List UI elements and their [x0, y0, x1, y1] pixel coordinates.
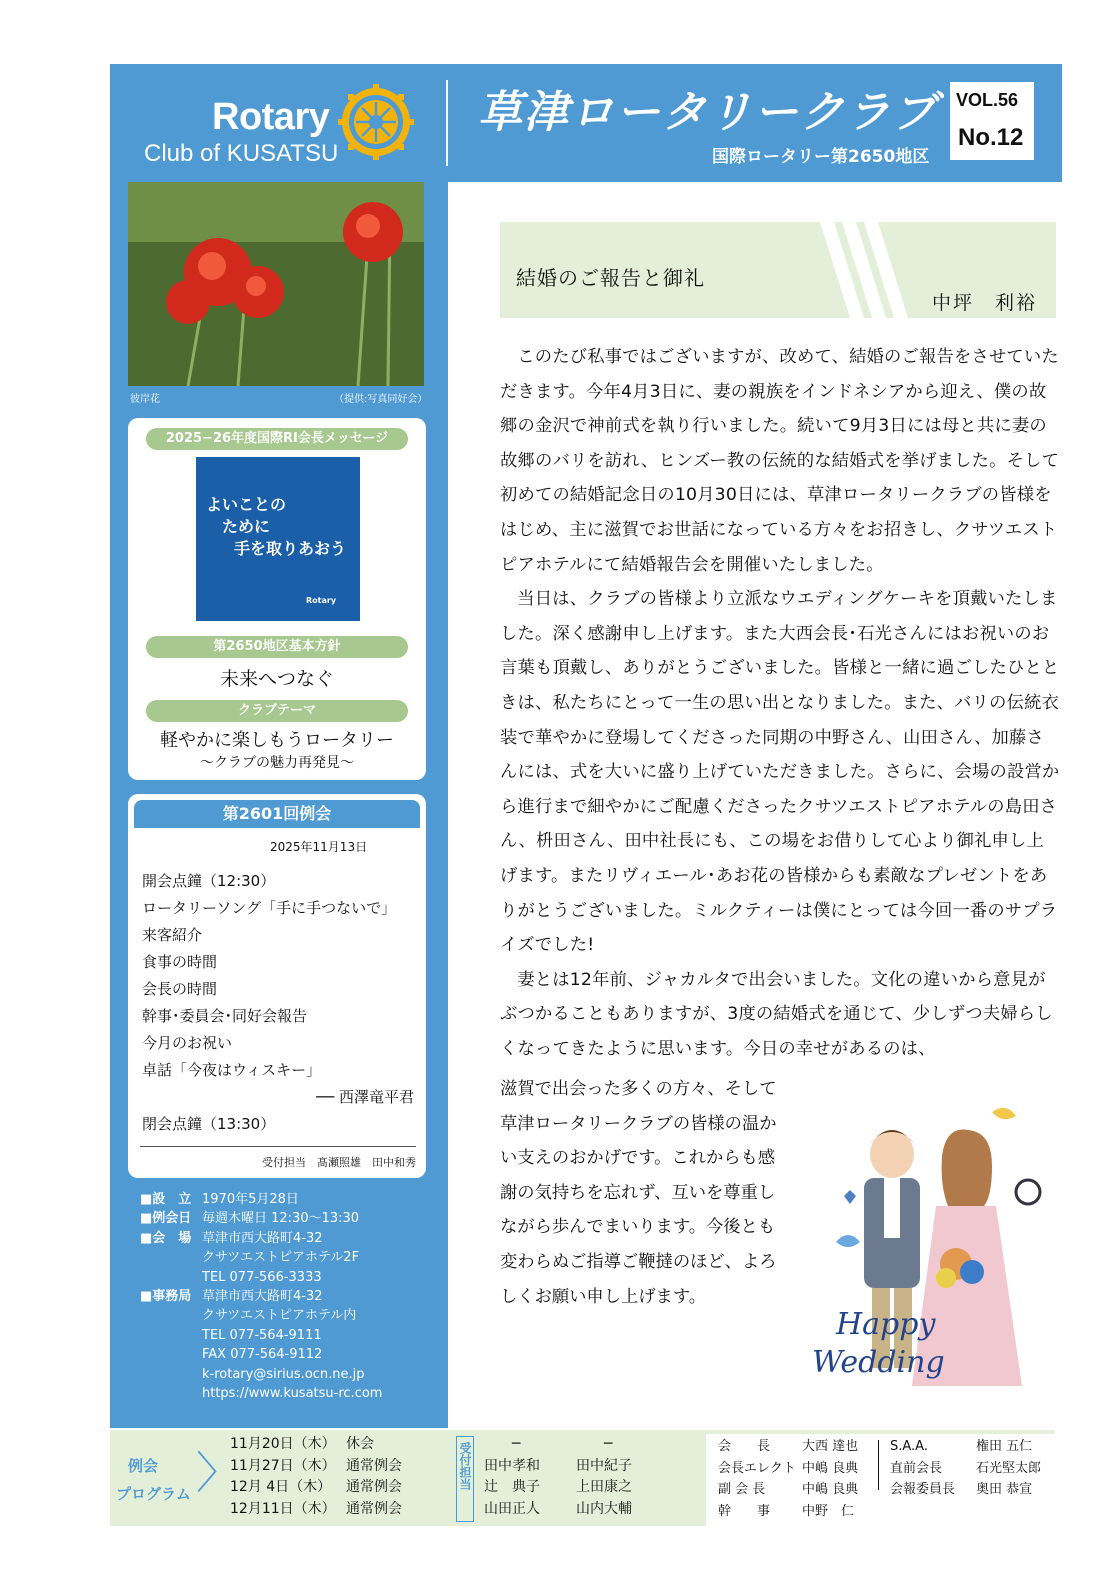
officers-list [718, 1436, 858, 1522]
info-label: ■例会日 [140, 1211, 192, 1227]
schedule-date: 11月20日（木） [230, 1436, 336, 1452]
reception-row [484, 1456, 632, 1478]
officer-row [718, 1501, 858, 1523]
reception-staff: 受付担当 髙瀬照雄 田中和秀 [262, 1156, 416, 1169]
officer-title: 会長エレクト [718, 1460, 796, 1476]
schedule-date: 11月27日（木） [230, 1457, 336, 1474]
article-paragraph: このたび私事ではございますが、改めて、結婚のご報告をさせていただきます。今年4月3日に、妻の親族をインドネシアから迎え、僕の故郷の金沢で神前式を執り行いました。続いて9月3日には母と共に妻の故郷のバリを訪れ、ヒンズー教の伝統的な結婚式を挙げました。そして初めての結婚記念日の10月30日には、草津ロータリークラブの皆様をはじめ、主に滋賀でお世話になっている方々をお招きし、クサツエストピアホテルにて結婚報告会を開催いたしました。 [500, 347, 1060, 575]
divider [140, 1146, 416, 1147]
ri-theme-line: よいことの [206, 495, 287, 514]
cover-photo [128, 182, 424, 386]
info-label: ■事務局 [140, 1289, 192, 1305]
speaker-name: ── 西澤竜平君 [316, 1088, 414, 1106]
district-policy: 未来へつなぐ [219, 668, 334, 690]
meeting-day: 毎週木曜日 12:30〜13:30 [202, 1211, 360, 1227]
program-label-line: 例会 [128, 1457, 159, 1475]
agenda-item: 幹事･委員会･同好会報告 [142, 1007, 308, 1025]
club-info [140, 1190, 440, 1403]
reception-name: 田中孝和 [484, 1457, 540, 1474]
info-label: ■設 立 [140, 1192, 192, 1207]
officer-name: 奥田 恭宣 [976, 1482, 1033, 1497]
agenda-item: 食事の時間 [142, 953, 218, 971]
book-rotary-logo: Rotary [306, 596, 337, 605]
venue-address: 草津市西大路町4-32 [202, 1230, 323, 1246]
officer-title: 会 長 [718, 1439, 771, 1454]
agenda-item: 卓話「今夜はウィスキー」 [142, 1061, 322, 1079]
agenda-item: 会長の時間 [142, 980, 218, 998]
reception-name: 田中紀子 [576, 1457, 632, 1474]
officer-row [718, 1479, 858, 1501]
article-paragraph: 当日は、クラブの皆様より立派なウエディングケーキを頂戴いたしました。深く感謝申し上げます。また大西会長･石光さんにはお祝いのお言葉も頂戴し、ありがとうございました。皆様と一緒に過ごしたひとときは、私たちにとって一生の思い出となりました。また、バリの伝統衣装で華やかに登場してくださった同期の中野さん、山田さん、加藤さんには、式を大いに盛り上げていただきました。さらに、会場の設営から進行まで細やかにご配慮くださったクサツエストピアホテルの島田さん、枡田さん、田中社長にも、この場をお借りして心より御礼申し上げます。またリヴィエール･あお花の皆様からも素敵なプレゼントをありがとうございました。ミルクティーは僕にとっては今回一番のサプライズでした! [500, 589, 1060, 956]
club-theme: 軽やかに楽しもうロータリー [160, 730, 394, 751]
officer-name: 大西 達也 [802, 1439, 859, 1454]
founded-date: 1970年5月28日 [202, 1192, 299, 1207]
issue-number: No.12 [958, 124, 1024, 151]
info-label: ■会 場 [140, 1230, 192, 1246]
schedule-row [230, 1456, 402, 1478]
venue-tel: TEL 077-566-3333 [202, 1269, 322, 1285]
venue-name: クサツエストピアホテル2F [202, 1250, 360, 1266]
club-theme-subtitle: 〜クラブの魅力再発見〜 [200, 755, 354, 771]
ri-message-label: 2025−26年度国際RI会長メッセージ [146, 428, 408, 450]
reception-roster [484, 1434, 632, 1520]
officer-name: 権田 五仁 [976, 1439, 1033, 1454]
reception-row [484, 1434, 632, 1456]
district-policy-label: 第2650地区基本方針 [146, 636, 408, 658]
wedding-illustration [796, 1096, 1062, 1396]
office-name: クサツエストピアホテル内 [202, 1308, 357, 1324]
reception-row [484, 1499, 632, 1521]
officer-row [890, 1479, 1041, 1501]
officer-title: 会報委員長 [890, 1482, 956, 1497]
officer-name: 中嶋 良典 [802, 1460, 859, 1476]
rotary-wordmark: Rotary [212, 96, 330, 138]
reception-name: 山内大輔 [576, 1500, 632, 1517]
agenda-item: 来客紹介 [142, 926, 203, 944]
schedule-row [230, 1499, 402, 1521]
article-closing: 滋賀で出会った多くの方々、そして草津ロータリークラブの皆様の温かい支えのおかげです。これからも感謝の気持ちを忘れず、互いを尊重しながら歩んでまいります。今後とも変わらぬご指導ご鞭撻のほど、よろしくお願い申し上げます。 [500, 1079, 777, 1307]
agenda-item: 開会点鐘（12:30） [142, 872, 276, 890]
program-label-line: プログラム [116, 1485, 191, 1503]
meeting-date: 2025年11月13日 [270, 840, 368, 854]
schedule-event: 通常例会 [346, 1479, 402, 1495]
meeting-agenda [142, 868, 418, 1138]
banner-stripes [800, 222, 920, 318]
officer-title: 幹 事 [718, 1503, 771, 1519]
red-spider-lily-image [128, 182, 424, 386]
photo-caption: 彼岸花 [130, 394, 160, 405]
reception-name: 辻 典子 [484, 1479, 540, 1495]
club-title: 草津ロータリークラブ [478, 87, 938, 138]
schedule-row [230, 1477, 402, 1499]
website-link[interactable]: https://www.kusatsu-rc.com [202, 1386, 383, 1402]
club-of-label: Club of KUSATSU [144, 140, 339, 167]
rotary-wheel-icon [338, 84, 414, 160]
schedule-event: 休会 [346, 1436, 374, 1452]
club-theme-label: クラブテーマ [146, 700, 408, 722]
header-divider [446, 80, 448, 166]
officer-row [890, 1458, 1041, 1480]
article-body [500, 340, 1060, 1066]
officer-title: 副 会 長 [718, 1482, 766, 1497]
program-label [116, 1452, 191, 1508]
ri-theme-line: 手を取りあおう [234, 539, 347, 558]
officer-title: 直前会長 [890, 1460, 943, 1476]
email-link[interactable]: k-rotary@sirius.ocn.ne.jp [202, 1366, 365, 1382]
agenda-item: 閉会点鐘（13:30） [142, 1115, 276, 1133]
article-paragraph: 妻とは12年前、ジャカルタで出会いました。文化の違いから意見がぶつかることもありますが、3度の結婚式を通じて、少しずつ夫婦らしくなってきたように思います。今日の幸せがあるのは、 [500, 969, 1053, 1059]
office-address: 草津市西大路町4-32 [202, 1289, 323, 1305]
happy-text: Happy [836, 1307, 936, 1342]
reception-label: 受付担当 [458, 1442, 472, 1490]
officer-name: 中野 仁 [802, 1503, 855, 1519]
reception-name: 山田正人 [484, 1500, 540, 1517]
office-tel: TEL 077-564-9111 [202, 1327, 322, 1343]
district-label: 国際ロータリー第2650地区 [712, 147, 930, 167]
chevron-right-icon: 〉 [196, 1448, 240, 1499]
photo-credit: （提供:写真同好会） [334, 394, 428, 405]
schedule-date: 12月 4日（木） [230, 1479, 332, 1495]
volume-number: VOL.56 [956, 90, 1019, 110]
schedule-event: 通常例会 [346, 1500, 402, 1517]
reception-name: ─ [576, 1436, 613, 1452]
article-title: 結婚のご報告と御礼 [516, 266, 705, 290]
officer-name: 石光堅太郎 [976, 1460, 1042, 1476]
ri-theme-text [206, 494, 356, 560]
officer-row [718, 1436, 858, 1458]
officers-divider [878, 1440, 879, 1490]
officer-row [718, 1458, 858, 1480]
officer-title: S.A.A. [890, 1439, 928, 1454]
program-schedule [230, 1434, 402, 1520]
officer-name: 中嶋 良典 [802, 1482, 859, 1497]
agenda-item: 今月のお祝い [142, 1034, 233, 1052]
schedule-date: 12月11日（木） [230, 1500, 336, 1517]
schedule-event: 通常例会 [346, 1457, 402, 1474]
officers-list-2 [890, 1436, 1041, 1501]
meeting-title: 第2601回例会 [134, 800, 420, 828]
officer-row [890, 1436, 1041, 1458]
wedding-text: Wedding [812, 1345, 945, 1380]
reception-name: 上田康之 [576, 1479, 632, 1495]
reception-row [484, 1477, 632, 1499]
article-author: 中坪 利裕 [932, 292, 1038, 314]
ri-theme-line: ために [222, 517, 271, 536]
office-fax: FAX 077-564-9112 [202, 1347, 323, 1363]
schedule-row [230, 1434, 402, 1456]
reception-name: ─ [484, 1436, 521, 1452]
agenda-item: ロータリーソング「手に手つないで」 [142, 899, 397, 917]
